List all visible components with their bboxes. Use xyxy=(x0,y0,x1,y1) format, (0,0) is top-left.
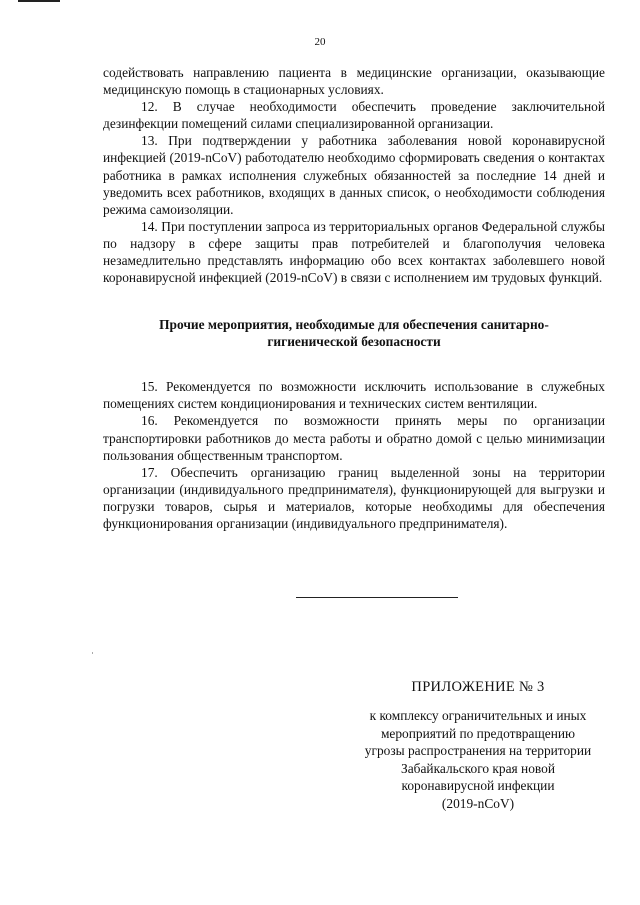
paragraph-continuation: содействовать направлению пациента в медицинские организации, оказывающие медицинскую помощь в стационарных условиях. xyxy=(103,65,605,98)
section-heading-line-1: Прочие мероприятия, необходимые для обеспечения санитарно- xyxy=(159,317,549,333)
document-body xyxy=(103,64,605,532)
scan-edge-mark xyxy=(18,0,60,2)
section-divider xyxy=(296,597,458,598)
appendix-title: ПРИЛОЖЕНИЕ № 3 xyxy=(411,679,545,695)
paragraph-12: 12. В случае необходимости обеспечить проведение заключительной дезинфекции помещений силами специализированной организации. xyxy=(103,99,605,132)
paragraph-14: 14. При поступлении запроса из территориальных органов Федеральной службы по надзору в сфере защиты прав потребителей и благополучия человека незамедлительно представлять информацию обо всех контактах заболевшего новой коронавирусной инфекцией (2019-nCoV) в связи с исполнением им трудовых функций. xyxy=(103,218,605,286)
appendix-line-3: угрозы распространения на территории xyxy=(364,743,592,759)
appendix-caption xyxy=(340,707,616,813)
section-heading-line-2: гигиенической безопасности xyxy=(267,334,441,350)
appendix-line-6: (2019-nCoV) xyxy=(441,795,515,811)
appendix-line-5: коронавирусной инфекции xyxy=(401,778,555,794)
appendix-line-2: мероприятий по предотвращению xyxy=(380,725,576,741)
paragraph-13: 13. При подтверждении у работника заболевания новой коронавирусной инфекцией (2019-nCoV) работодателю необходимо сформировать сведения о контактах работника в рамках исполнения служебных обязанностей за последние 14 дней и уведомить всех работников, входящих в данных список, о необходимости соблюдения режима самоизоляции. xyxy=(103,133,605,217)
scan-speck xyxy=(92,652,93,654)
section-heading xyxy=(103,316,605,350)
appendix-line-4: Забайкальского края новой xyxy=(401,760,555,776)
paragraph-17: 17. Обеспечить организацию границ выделенной зоны на территории организации (индивидуального предпринимателя), функционирующей для выгрузки и погрузки товаров, сырья и материалов, которые необходимы для обеспечения функционирования организации (индивидуального предпринимателя). xyxy=(103,464,605,531)
page-number: 20 xyxy=(314,36,326,48)
paragraph-16: 16. Рекомендуется по возможности принять меры по организации транспортировки работников до места работы и обратно домой с целью минимизации пользования общественным транспортом. xyxy=(103,413,605,463)
paragraph-15: 15. Рекомендуется по возможности исключить использование в служебных помещениях систем кондиционирования и технических систем вентиляции. xyxy=(103,379,605,412)
appendix-line-1: к комплексу ограничительных и иных xyxy=(369,708,587,723)
